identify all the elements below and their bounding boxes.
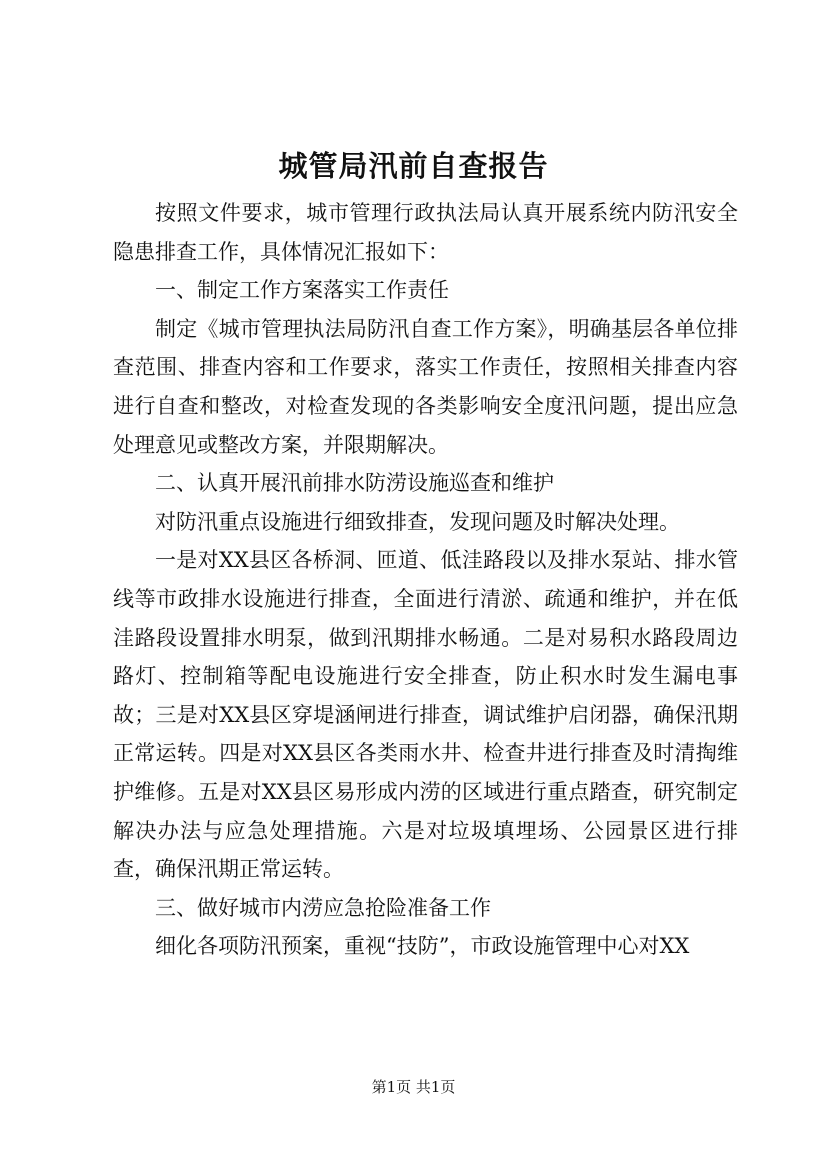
section-2-intro-paragraph: 对防汛重点设施进行细致排查，发现问题及时解决处理。: [155, 509, 680, 534]
document-title: 城管局汛前自查报告: [278, 149, 549, 183]
page-footer: 第1页 共1页: [371, 1078, 456, 1096]
section-heading-1: 一、制定工作方案落实工作责任: [155, 278, 449, 303]
document-body: [113, 194, 738, 966]
section-1-paragraph: 制定《城市管理执法局防汛自查工作方案》，明确基层各单位排查范围、排查内容和工作要求，落实工作责任，按照相关排查内容进行自查和整改，对检查发现的各类影响安全度汛问题，提出应急处理意见或整改方案，并限期解决。: [113, 316, 738, 457]
section-3-paragraph: 细化各项防汛预案，重视“技防”，市政设施管理中心对XX: [155, 934, 690, 959]
section-heading-2: 二、认真开展汛前排水防涝设施巡查和维护: [155, 471, 554, 496]
intro-paragraph: 按照文件要求，城市管理行政执法局认真开展系统内防汛安全隐患排查工作，具体情况汇报如下：: [113, 201, 738, 264]
section-heading-3: 三、做好城市内涝应急抢险准备工作: [155, 895, 491, 920]
section-2-detail-paragraph: 一是对XX县区各桥洞、匝道、低洼路段以及排水泵站、排水管线等市政排水设施进行排查，全面进行清淤、疏通和维护，并在低洼路段设置排水明泵，做到汛期排水畅通。二是对易积水路段周边路灯、控制箱等配电设施进行安全排查，防止积水时发生漏电事故；三是对XX县区穿堤涵闸进行排查，调试维护启闭器，确保汛期正常运转。四是对XX县区各类雨水井、检查井进行排查及时清掏维护维修。五是对XX县区易形成内涝的区域进行重点踏查，研究制定解决办法与应急处理措施。六是对垃圾填埋场、公园景区进行排查，确保汛期正常运转。: [113, 548, 738, 882]
